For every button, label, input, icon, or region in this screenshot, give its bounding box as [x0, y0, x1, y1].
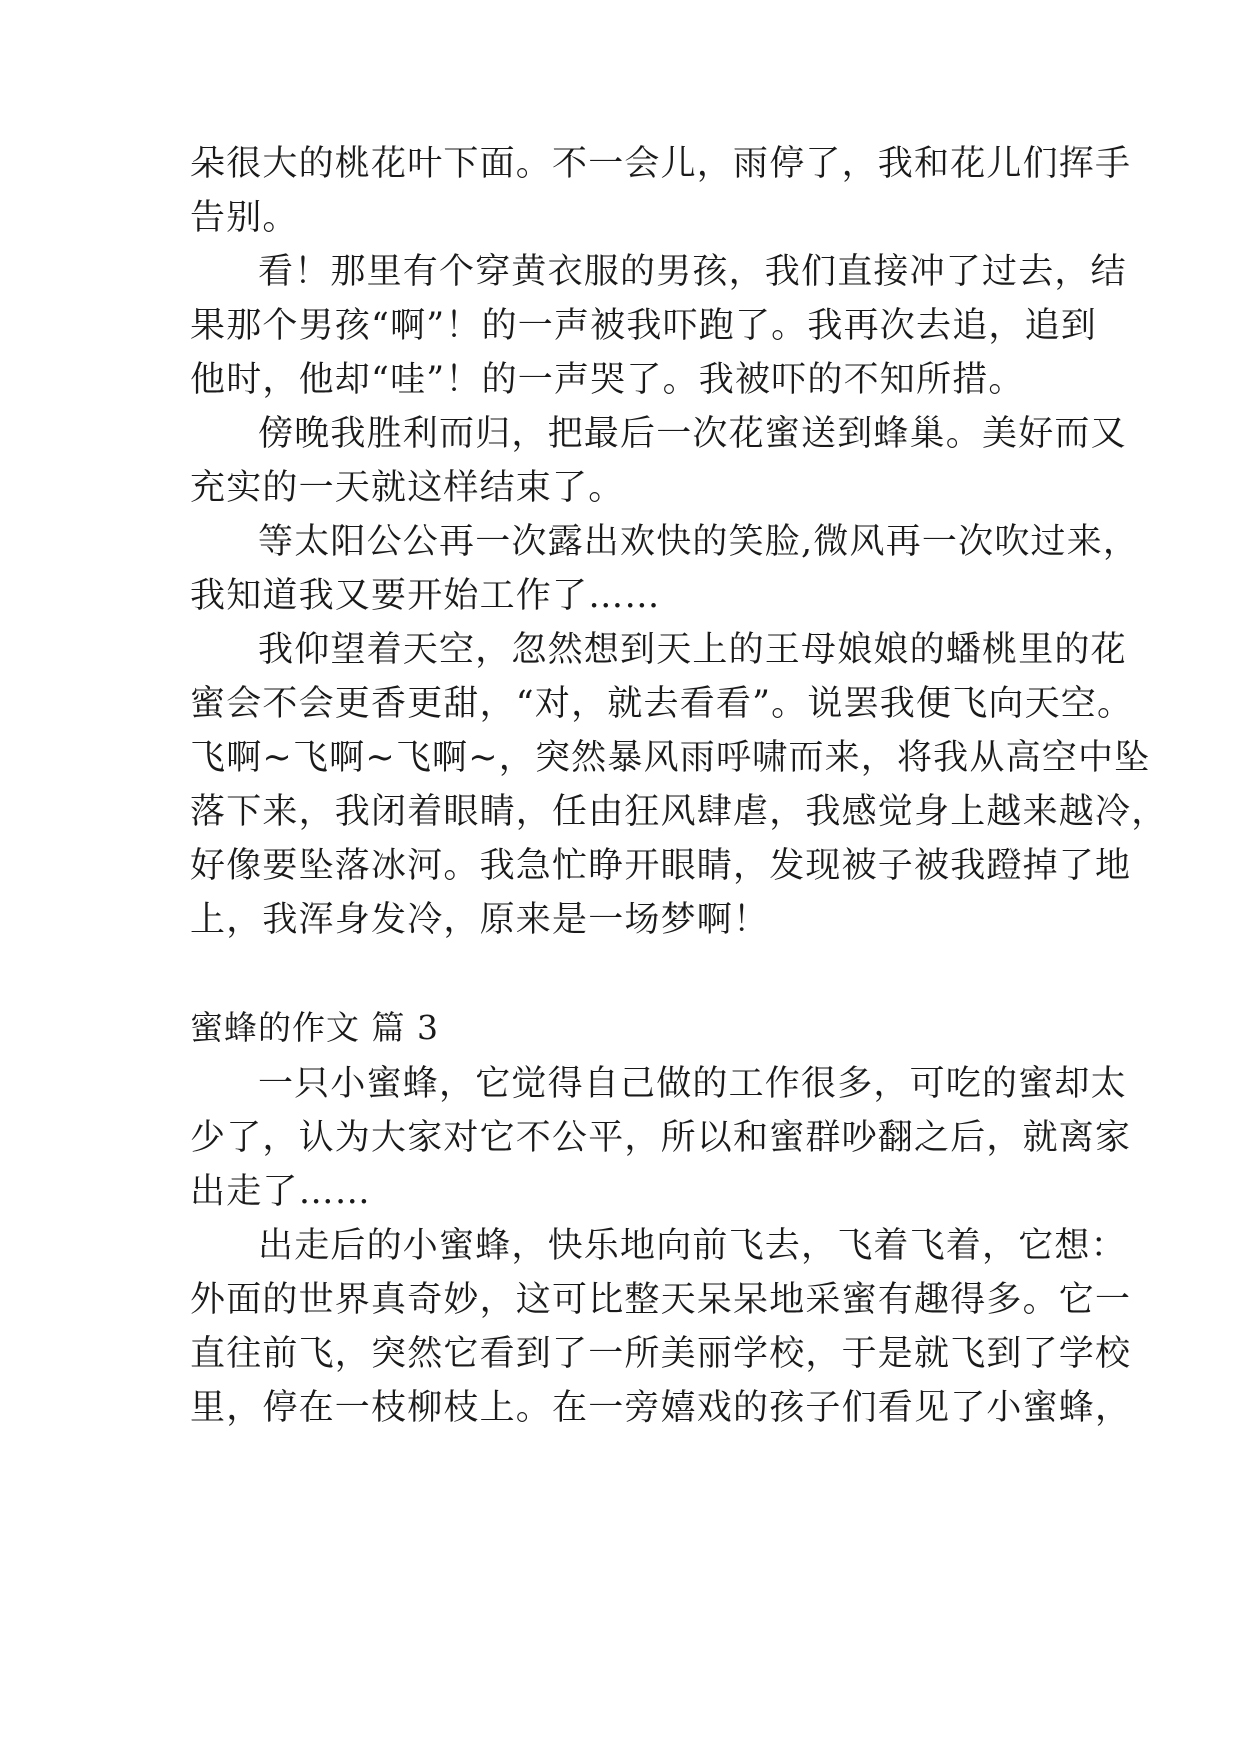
paragraph-first-line: 傍晚我胜利而归，把最后一次花蜜送到蜂巢。美好而又	[258, 414, 1127, 454]
text-line: 朵很大的桃花叶下面。不一会儿，雨停了，我和花儿们挥手	[190, 144, 1132, 184]
text-line: 落下来，我闭着眼睛，任由狂风肆虐，我感觉身上越来越冷，	[190, 792, 1168, 832]
text-line: 直往前飞，突然它看到了一所美丽学校，于是就飞到了学校	[190, 1334, 1132, 1374]
paragraph-first-line: 等太阳公公再一次露出欢快的笑脸,微风再一次吹过来，	[258, 522, 1140, 562]
text-line: 外面的世界真奇妙，这可比整天呆呆地采蜜有趣得多。它一	[190, 1280, 1132, 1320]
text-line: 蜜会不会更香更甜，“对，就去看看”。说罢我便飞向天空。	[190, 684, 1134, 724]
text-line: 果那个男孩“啊”！的一声被我吓跑了。我再次去追，追到	[190, 306, 1097, 346]
text-line: 充实的一天就这样结束了。	[190, 468, 625, 508]
text-line: 上，我浑身发冷，原来是一场梦啊！	[190, 900, 770, 940]
section-heading: 蜜蜂的作文 篇 3	[190, 1008, 439, 1047]
text-line: 我知道我又要开始工作了……	[190, 576, 661, 616]
text-line: 告别。	[190, 198, 299, 238]
text-line: 飞啊~飞啊~飞啊~，突然暴风雨呼啸而来，将我从高空中坠	[190, 738, 1151, 778]
paragraph-first-line: 看！那里有个穿黄衣服的男孩，我们直接冲了过去，结	[258, 252, 1127, 292]
text-line: 少了，认为大家对它不公平，所以和蜜群吵翻之后，就离家	[190, 1118, 1132, 1158]
paragraph-first-line: 我仰望着天空，忽然想到天上的王母娘娘的蟠桃里的花	[258, 630, 1127, 670]
paragraph-first-line: 出走后的小蜜蜂，快乐地向前飞去，飞着飞着，它想：	[258, 1226, 1127, 1266]
text-line: 好像要坠落冰河。我急忙睁开眼睛，发现被子被我蹬掉了地	[190, 846, 1132, 886]
paragraph-first-line: 一只小蜜蜂，它觉得自己做的工作很多，可吃的蜜却太	[258, 1064, 1127, 1104]
text-line: 出走了……	[190, 1172, 372, 1212]
text-line: 他时，他却“哇”！的一声哭了。我被吓的不知所措。	[190, 360, 1025, 400]
text-line: 里，停在一枝柳枝上。在一旁嬉戏的孩子们看见了小蜜蜂，	[190, 1388, 1132, 1428]
